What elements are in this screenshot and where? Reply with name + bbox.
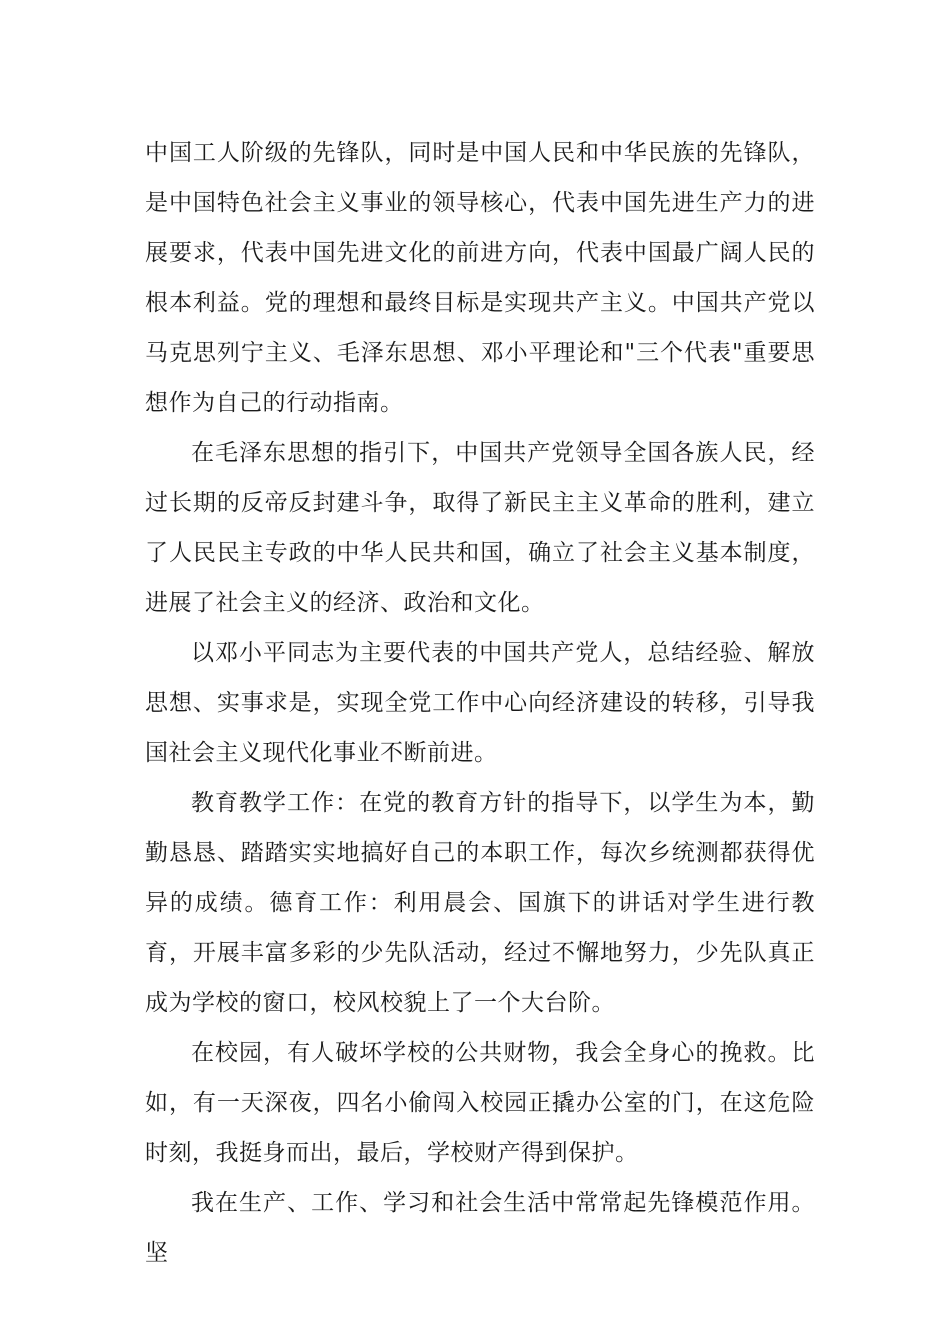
document-body [145, 128, 815, 1278]
paragraph: 中国工人阶级的先锋队，同时是中国人民和中华民族的先锋队，是中国特色社会主义事业的领导核心，代表中国先进生产力的进展要求，代表中国先进文化的前进方向，代表中国最广阔人民的根本利益。党的理想和最终目标是实现共产主义。中国共产党以马克思列宁主义、毛泽东思想、邓小平理论和"三个代表"重要思想作为自己的行动指南。 [145, 140, 815, 416]
paragraph: 在毛泽东思想的指引下，中国共产党领导全国各族人民，经过长期的反帝反封建斗争，取得了新民主主义革命的胜利，建立了人民民主专政的中华人民共和国，确立了社会主义基本制度，进展了社会主义的经济、政治和文化。 [145, 440, 815, 616]
paragraph: 我在生产、工作、学习和社会生活中常常起先锋模范作用。坚 [145, 1190, 815, 1266]
paragraph: 在校园，有人破坏学校的公共财物，我会全身心的挽救。比如，有一天深夜，四名小偷闯入校园正撬办公室的门，在这危险时刻，我挺身而出，最后，学校财产得到保护。 [145, 1040, 815, 1166]
paragraph: 教育教学工作：在党的教育方针的指导下，以学生为本，勤勤恳恳、踏踏实实地搞好自己的本职工作，每次乡统测都获得优异的成绩。德育工作：利用晨会、国旗下的讲话对学生进行教育，开展丰富多彩的少先队活动，经过不懈地努力，少先队真正成为学校的窗口，校风校貌上了一个大台阶。 [145, 790, 815, 1016]
paragraph: 以邓小平同志为主要代表的中国共产党人，总结经验、解放思想、实事求是，实现全党工作中心向经济建设的转移，引导我国社会主义现代化事业不断前进。 [145, 640, 815, 766]
